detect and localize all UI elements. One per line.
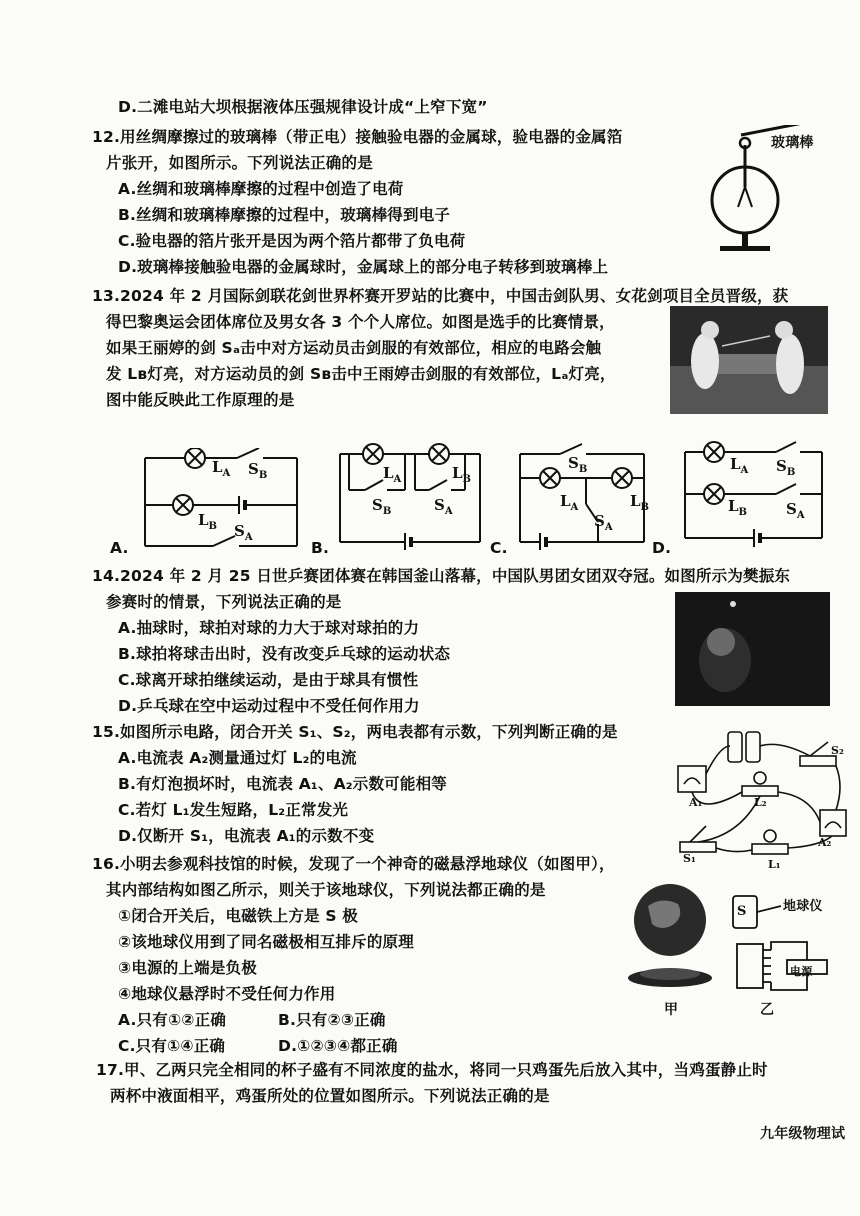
q13a-sb-label: $S_B$	[248, 460, 268, 481]
q13a-lb-label: $L_B$	[198, 511, 217, 532]
q16-option-a: A.只有①②正确	[118, 1011, 227, 1029]
maglev-globe-figure	[618, 880, 718, 995]
q15-option-c: C.若灯 L₁发生短路，L₂正常发光	[118, 801, 349, 819]
q15-fig-a1: A₁	[689, 796, 703, 809]
q15-option-b: B.有灯泡损坏时，电流表 A₁、A₂示数可能相等	[118, 775, 447, 793]
q14-stem-line1: 14.2024 年 2 月 25 日世乒赛团体赛在韩国釜山落幕，中国队男团女团双夺冠。如图所示为樊振东	[92, 567, 791, 585]
q13b-sb-label: $S_B$	[372, 496, 392, 517]
q16-s-pole-label: S	[737, 904, 747, 919]
q13c-sb-label: $S_B$	[568, 454, 588, 475]
q12-option-b: B.丝绸和玻璃棒摩擦的过程中，玻璃棒得到电子	[118, 206, 451, 224]
q13-option-c-label: C.	[490, 539, 508, 557]
q15-fig-s1: S₁	[683, 852, 696, 865]
q16-option-b: B.只有②③正确	[278, 1011, 386, 1029]
q13-stem-line2: 得巴黎奥运会团体席位及男女各 3 个个人席位。如图是选手的比赛情景，	[106, 313, 615, 331]
q13b-la-label: $L_A$	[383, 464, 402, 485]
q14-option-c: C.球离开球拍继续运动，是由于球具有惯性	[118, 671, 419, 689]
q14-option-a: A.抽球时，球拍对球的力大于球对球拍的力	[118, 619, 420, 637]
q15-option-a: A.电流表 A₂测量通过灯 L₂的电流	[118, 749, 357, 767]
q13a-la-label: $L_A$	[212, 458, 231, 479]
q16-figure-jia-label: 甲	[664, 1002, 679, 1018]
q13-option-b-label: B.	[311, 539, 330, 557]
q13-circuit-b	[335, 442, 485, 550]
electroscope-rod-label: 玻璃棒	[771, 135, 814, 151]
q16-statement-4: ④地球仪悬浮时不受任何力作用	[118, 985, 336, 1003]
q15-fig-l1: L₁	[768, 858, 781, 871]
q15-stem: 15.如图所示电路，闭合开关 S₁、S₂，两电表都有示数，下列判断正确的是	[92, 723, 618, 741]
q13d-lb-label: $L_B$	[728, 497, 747, 518]
q12-stem-line1: 12.用丝绸摩擦过的玻璃棒（带正电）接触验电器的金属球，验电器的金属箔	[92, 128, 623, 146]
q12-option-c: C.验电器的箔片张开是因为两个箔片都带了负电荷	[118, 232, 466, 250]
q17-stem-line2: 两杯中液面相平，鸡蛋所处的位置如图所示。下列说法正确的是	[110, 1087, 550, 1105]
q13b-lb-label: $L_B$	[452, 464, 471, 485]
q13c-sa-label: $S_A$	[594, 512, 613, 533]
q13-circuit-d	[680, 436, 830, 548]
q12-option-d: D.玻璃棒接触验电器的金属球时，金属球上的部分电子转移到玻璃棒上	[118, 258, 609, 276]
q16-power-label: 电源	[790, 965, 813, 978]
q15-fig-s2: S₂	[831, 744, 844, 757]
q13-stem-line3: 如果王丽婷的剑 Sₐ击中对方运动员击剑服的有效部位，相应的电路会触	[106, 339, 602, 357]
q15-fig-l2: L₂	[754, 796, 767, 809]
q13-stem-line5: 图中能反映此工作原理的是	[106, 391, 295, 409]
q13d-sb-label: $S_B$	[776, 457, 796, 478]
q16-option-d: D.①②③④都正确	[278, 1037, 398, 1055]
fencing-photo	[670, 306, 828, 414]
q14-option-b: B.球拍将球击出时，没有改变乒乓球的运动状态	[118, 645, 451, 663]
q13c-la-label: $L_A$	[560, 492, 579, 513]
q11-option-d: D.二滩电站大坝根据液体压强规律设计成“上窄下宽”	[118, 98, 488, 116]
q13b-sa-label: $S_A$	[434, 496, 453, 517]
q17-stem-line1: 17.甲、乙两只完全相同的杯子盛有不同浓度的盐水，将同一只鸡蛋先后放入其中，当鸡蛋静止时	[96, 1061, 768, 1079]
page-footer: 九年级物理试	[760, 1126, 846, 1142]
q14-option-d: D.乒乓球在空中运动过程中不受任何作用力	[118, 697, 420, 715]
q16-statement-1: ①闭合开关后，电磁铁上方是 S 极	[118, 907, 358, 925]
q13a-sa-label: $S_A$	[234, 522, 253, 543]
q16-stem-line1: 16.小明去参观科技馆的时候，发现了一个神奇的磁悬浮地球仪（如图甲），	[92, 855, 615, 873]
q16-option-c: C.只有①④正确	[118, 1037, 226, 1055]
table-tennis-photo	[675, 592, 830, 706]
q16-statement-3: ③电源的上端是负极	[118, 959, 257, 977]
q12-stem-line2: 片张开，如图所示。下列说法正确的是	[106, 154, 373, 172]
q13d-sa-label: $S_A$	[786, 500, 805, 521]
q16-figure-yi-label: 乙	[760, 1002, 775, 1018]
q13-stem-line1: 13.2024 年 2 月国际剑联花剑世界杯赛开罗站的比赛中，中国击剑队男、女花剑项目全员晋级，获	[92, 287, 789, 305]
q16-statement-2: ②该地球仪用到了同名磁极相互排斥的原理	[118, 933, 414, 951]
q12-option-a: A.丝绸和玻璃棒摩擦的过程中创造了电荷	[118, 180, 404, 198]
q15-option-d: D.仅断开 S₁，电流表 A₁的示数不变	[118, 827, 375, 845]
q13-option-a-label: A.	[110, 539, 129, 557]
q13-stem-line4: 发 Lʙ灯亮，对方运动员的剑 Sʙ击中王雨婷击剑服的有效部位，Lₐ灯亮，	[106, 365, 616, 383]
q16-globe-label: 地球仪	[783, 899, 823, 914]
q13-option-d-label: D.	[652, 539, 672, 557]
q13c-lb-label: $L_B$	[630, 492, 649, 513]
q13d-la-label: $L_A$	[730, 455, 749, 476]
q15-fig-a2: A₂	[818, 836, 832, 849]
q16-stem-line2: 其内部结构如图乙所示，则关于该地球仪，下列说法都正确的是	[106, 881, 546, 899]
q14-stem-line2: 参赛时的情景，下列说法正确的是	[106, 593, 342, 611]
